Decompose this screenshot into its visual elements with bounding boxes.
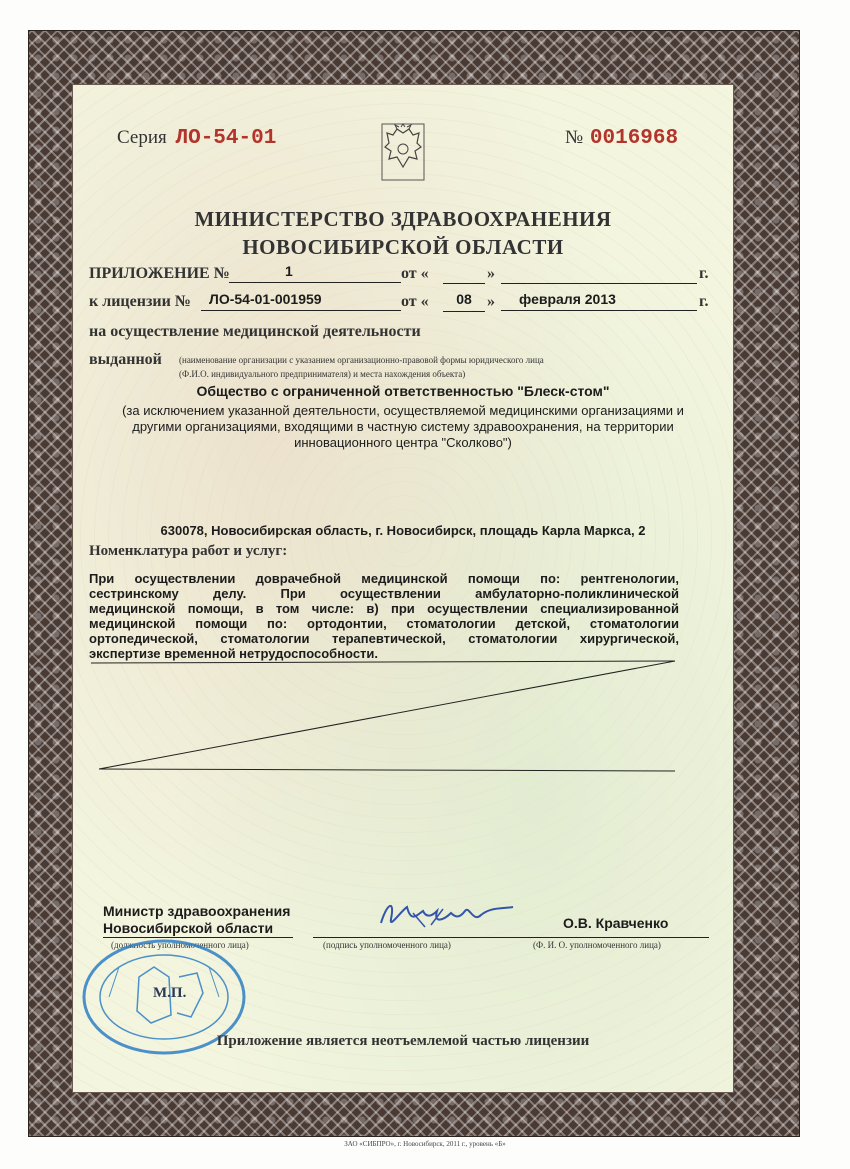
appendix-number: 1: [229, 263, 401, 283]
appendix-note: Приложение является неотъемлемой частью лицензии: [216, 1033, 590, 1049]
issued-hint-1: (наименование организации с указанием организационно-правовой формы юридического лица: [179, 355, 544, 365]
exclusion-text: (за исключением указанной деятельности, осуществляемой медицинскими организациями и другими организациями, входящими в частную систему здравоохранения, на территории инновационного центра "Сколково"): [122, 403, 684, 450]
position-line1: Министр здравоохранения: [103, 903, 291, 919]
appendix-day: [443, 263, 485, 284]
services-line: медицинской помощи, в том числе: в) при осуществлении специализированной: [89, 601, 679, 616]
appendix-label: ПРИЛОЖЕНИЕ №: [89, 265, 230, 282]
appendix-close-quote: »: [487, 265, 495, 282]
appendix-from-label: от «: [401, 265, 429, 282]
blank-space-strike: [73, 655, 733, 785]
issued-label: выданной: [89, 351, 162, 368]
position-hint: (должность уполномоченного лица): [111, 940, 249, 950]
services-line: При осуществлении доврачебной медицинской помощи по: рентгенологии,: [89, 571, 679, 586]
emblem-icon: [381, 123, 425, 181]
appendix-month: [501, 263, 697, 284]
ministry-line2: НОВОСИБИРСКОЙ ОБЛАСТИ: [242, 235, 564, 259]
activity-text: на осуществление медицинской деятельности: [89, 323, 421, 340]
series: [117, 127, 276, 150]
signatory-name: О.В. Кравченко: [563, 915, 669, 931]
address-text: 630078, Новосибирская область, г. Новосибирск, площадь Карла Маркса, 2: [160, 523, 646, 538]
form-number: [565, 127, 678, 150]
name-line: [513, 937, 709, 938]
license-row: [89, 291, 709, 315]
handwritten-signature: [373, 893, 523, 939]
stamp-label: М.П.: [153, 985, 187, 1001]
series-label: Серия: [117, 127, 167, 148]
organization-name: Общество с ограниченной ответственностью "Блеск-стом": [196, 383, 610, 399]
printer-imprint: ЗАО «СИБПРО», г. Новосибирск, 2011 г., уровень «Б»: [344, 1140, 506, 1148]
services-line: медицинской помощи по: ортодонтии, стоматологии детской, стоматологии: [89, 616, 679, 631]
license-label: к лицензии №: [89, 293, 191, 310]
ministry-line1: МИНИСТЕРСТВО ЗДРАВООХРАНЕНИЯ: [194, 207, 612, 231]
signatory-position: [103, 903, 290, 937]
number-value: 0016968: [589, 127, 679, 150]
services-line: ортопедической, стоматологии терапевтической, стоматологии хирургической,: [89, 631, 679, 646]
appendix-row: [89, 263, 709, 287]
services-line: экспертизе временной нетрудоспособности.: [89, 646, 379, 661]
issued-hint-2: (Ф.И.О. индивидуального предпринимателя) и места нахождения объекта): [179, 369, 466, 379]
document-sheet: [72, 84, 734, 1093]
position-line2: Новосибирской области: [103, 920, 274, 936]
name-hint: (Ф. И. О. уполномоченного лица): [533, 940, 661, 950]
license-number: ЛО-54-01-001959: [201, 291, 401, 311]
number-label: №: [565, 127, 584, 148]
appendix-year-suffix: г.: [699, 265, 709, 282]
license-day: 08: [443, 291, 485, 312]
services-list: [89, 571, 679, 661]
nomenclature-label: Номенклатура работ и услуг:: [89, 543, 288, 559]
signature-line: [313, 937, 513, 938]
license-close-quote: »: [487, 293, 495, 310]
license-from-label: от «: [401, 293, 429, 310]
license-year-suffix: г.: [699, 293, 709, 310]
services-line: сестринскому делу. При осуществлении амбулаторно-поликлинической: [89, 586, 679, 601]
series-value: ЛО-54-01: [175, 127, 277, 150]
signature-hint: (подпись уполномоченного лица): [323, 940, 451, 950]
ministry-title: [73, 205, 733, 261]
license-date: февраля 2013: [501, 291, 697, 311]
